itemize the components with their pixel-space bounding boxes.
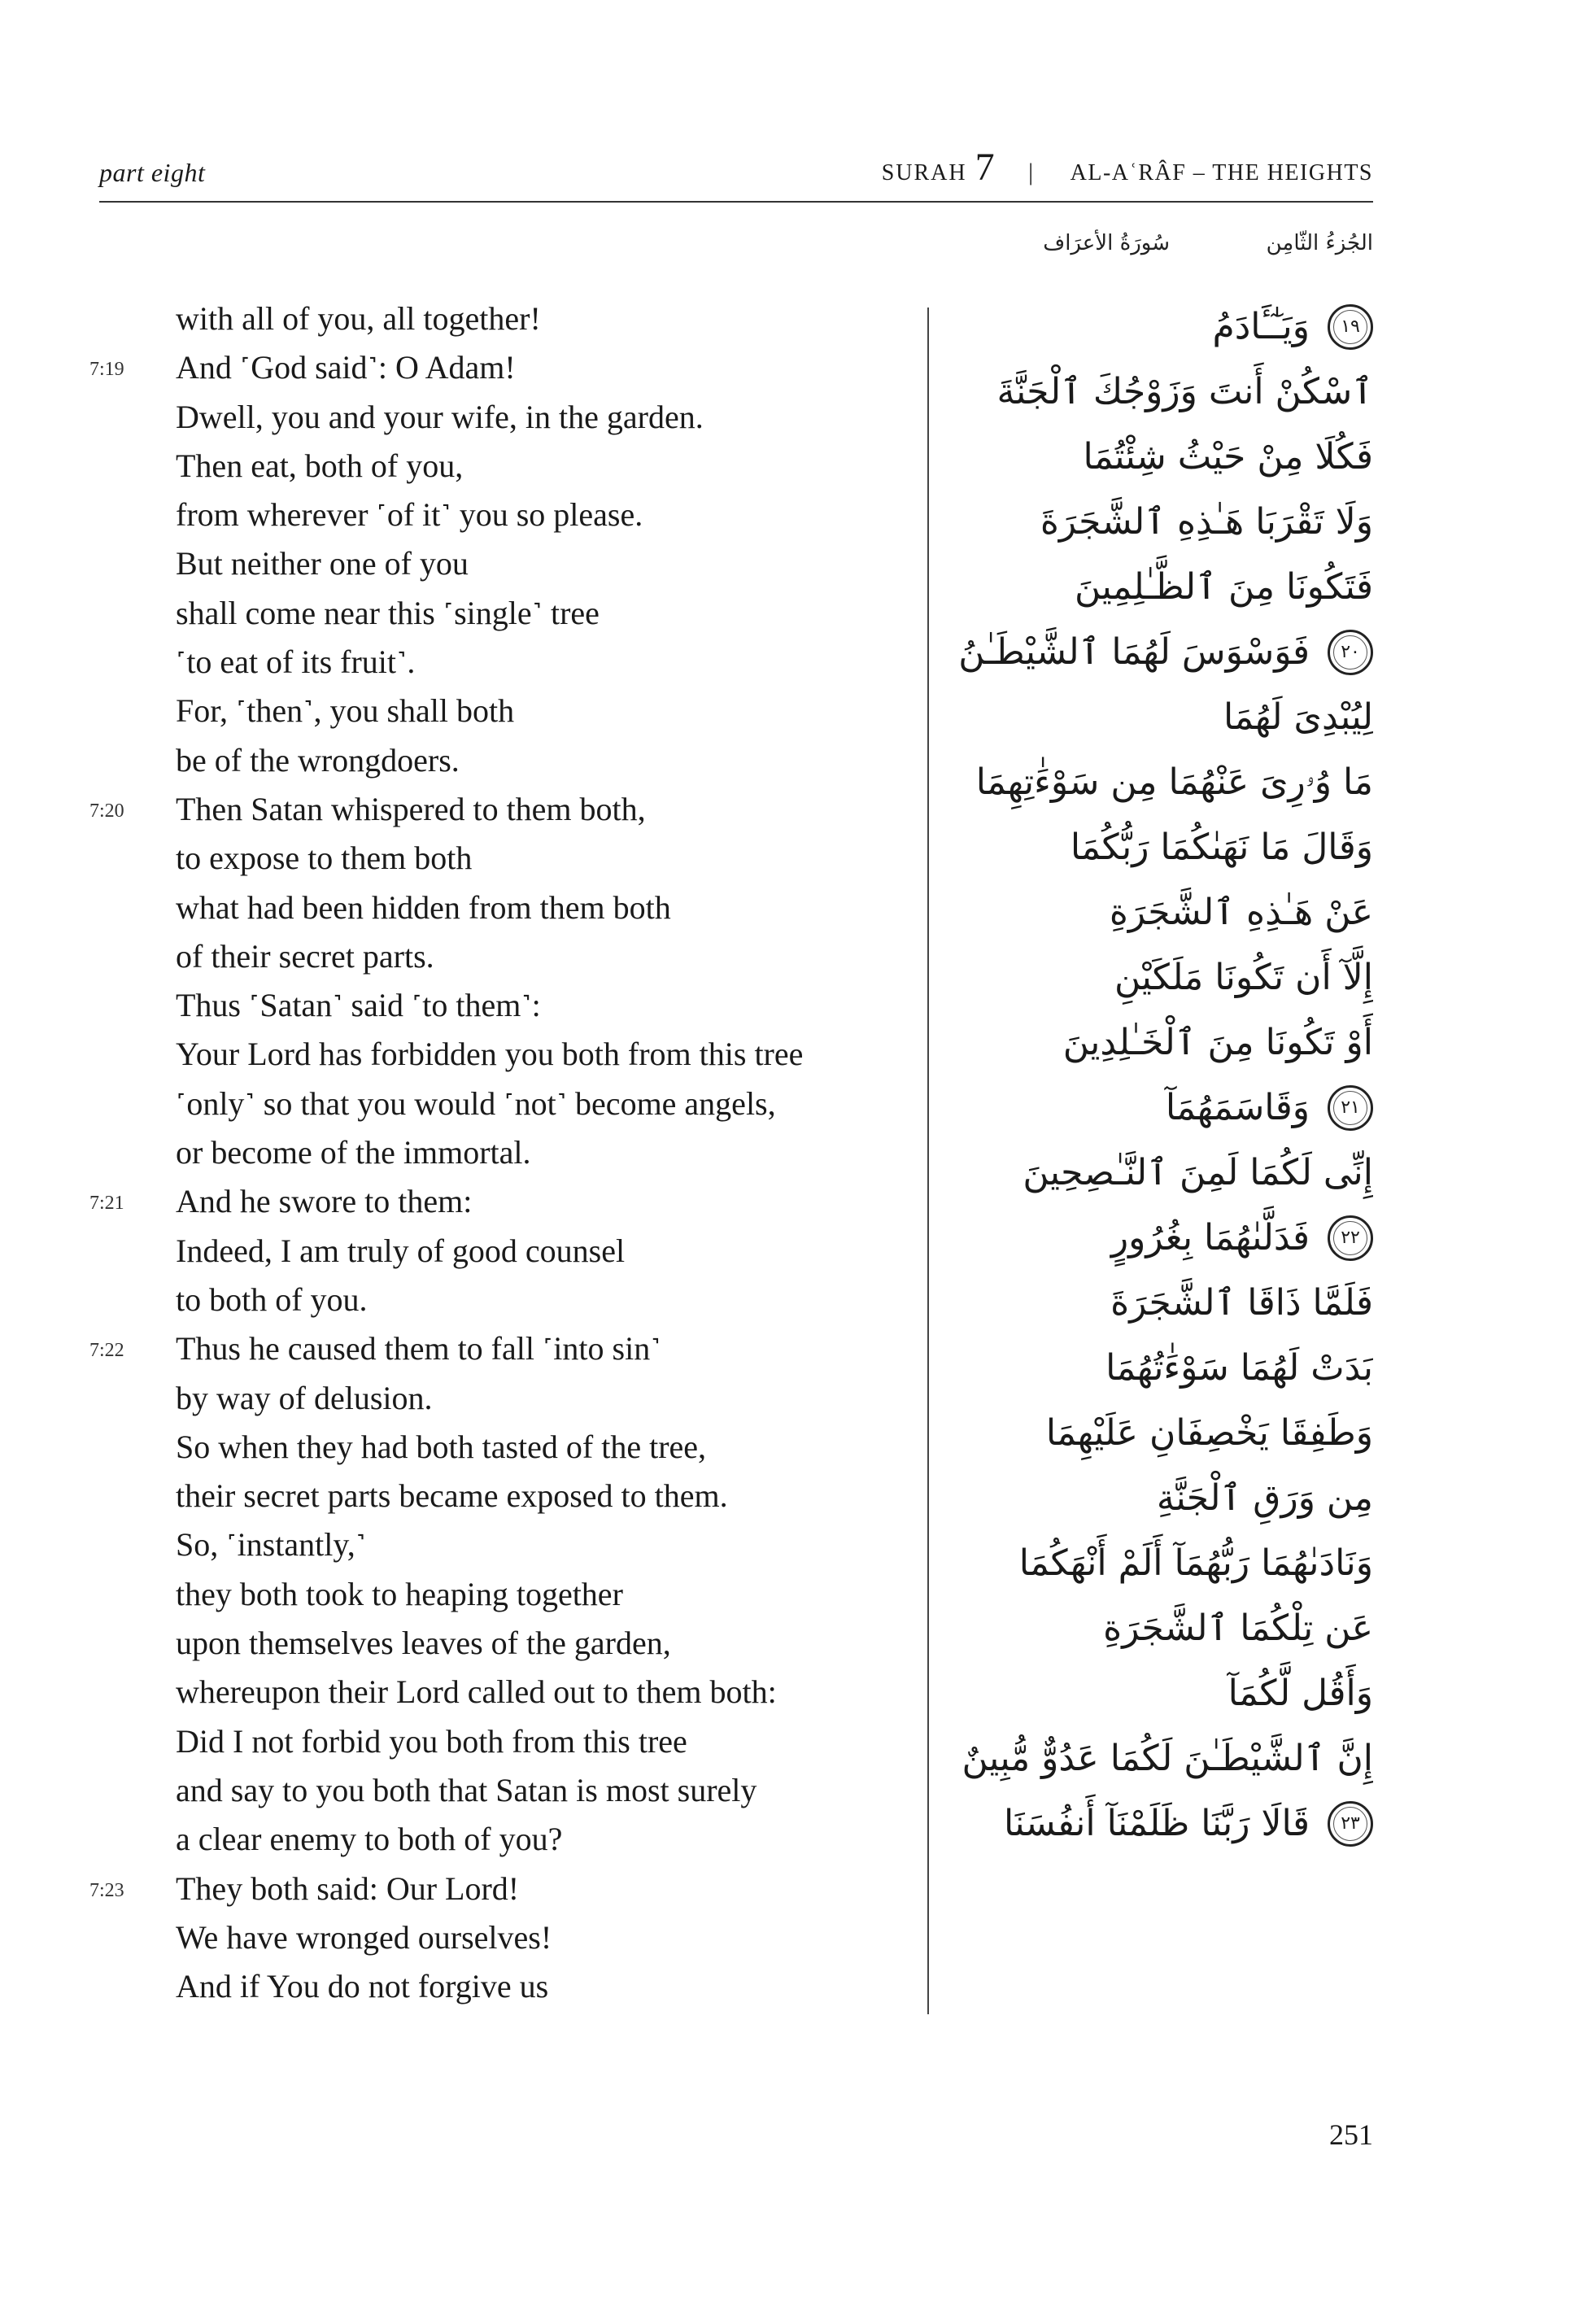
header-separator: | — [1028, 159, 1035, 185]
translation-line — [89, 1668, 903, 1717]
arabic-verse-text: قَالَا رَبَّنَا ظَلَمْنَآ أَنفُسَنَا — [1003, 1803, 1310, 1844]
arabic-line — [952, 1791, 1373, 1856]
arabic-line — [952, 1661, 1373, 1726]
translation-line — [89, 1472, 903, 1520]
translation-line — [89, 687, 903, 735]
arabic-line — [952, 1141, 1373, 1206]
translation-line — [89, 1177, 903, 1226]
translation-text: whereupon their Lord called out to them both: — [176, 1673, 777, 1711]
translation-text: Then eat, both of you, — [176, 447, 464, 484]
ayah-number-marker: ٢١ — [1328, 1085, 1373, 1131]
arabic-text-column — [952, 294, 1373, 1856]
translation-line — [89, 1276, 903, 1324]
translation-line — [89, 1865, 903, 1913]
header-rule — [99, 201, 1373, 203]
arabic-verse-text: وَلَا تَقْرَبَا هَـٰذِهِ ٱلشَّجَرَةَ — [1040, 501, 1373, 543]
translation-line — [89, 785, 903, 834]
translation-text: For, ˹then˺, you shall both — [176, 692, 515, 730]
translation-line — [89, 294, 903, 343]
arabic-line — [952, 1075, 1373, 1141]
arabic-verse-text: أَوْ تَكُونَا مِنَ ٱلْخَـٰلِدِينَ — [1062, 1022, 1373, 1063]
arabic-verse-text: إِنَّ ٱلشَّيْطَـٰنَ لَكُمَا عَدُوٌّ مُّبِينٌ — [962, 1738, 1373, 1779]
translation-text: to expose to them both — [176, 840, 473, 877]
translation-text: shall come near this ˹single˺ tree — [176, 594, 600, 631]
arabic-line — [952, 685, 1373, 750]
translation-text: their secret parts became exposed to them. — [176, 1477, 728, 1515]
arabic-verse-text: فَوَسْوَسَ لَهُمَا ٱلشَّيْطَـٰنُ — [958, 631, 1310, 673]
verse-number: 7:23 — [89, 1879, 124, 1901]
translation-text: So, ˹instantly,˺ — [176, 1526, 367, 1564]
translation-text: with all of you, all together! — [176, 300, 541, 337]
translation-line — [89, 1766, 903, 1815]
english-translation-column — [89, 294, 903, 2011]
surah-number: 7 — [975, 146, 996, 189]
translation-text: and say to you both that Satan is most surely — [176, 1771, 757, 1808]
translation-text: They both said: Our Lord! — [176, 1869, 520, 1907]
verse-number: 7:21 — [89, 1193, 124, 1215]
translation-text: But neither one of you — [176, 545, 469, 582]
arabic-verse-text: وَطَفِقَا يَخْصِفَانِ عَلَيْهِمَا — [1045, 1412, 1373, 1454]
arabic-verse-text: فَلَمَّا ذَاقَا ٱلشَّجَرَةَ — [1110, 1282, 1373, 1324]
translation-line — [89, 1324, 903, 1373]
translation-text: be of the wrongdoers. — [176, 741, 460, 779]
translation-line — [89, 1423, 903, 1472]
translation-line — [89, 1619, 903, 1668]
translation-text: to both of you. — [176, 1280, 368, 1318]
verse-number: 7:20 — [89, 800, 124, 822]
arabic-line — [952, 1531, 1373, 1596]
arabic-verse-text: وَنَادَىٰهُمَا رَبُّهُمَآ أَلَمْ أَنْهَكُمَا — [1018, 1542, 1373, 1584]
translation-line — [89, 1374, 903, 1423]
translation-line — [89, 638, 903, 687]
translation-line — [89, 393, 903, 442]
arabic-verse-text: بَدَتْ لَهُمَا سَوْءَٰتُهُمَا — [1105, 1347, 1373, 1389]
arabic-verse-text: إِلَّآ أَن تَكُونَا مَلَكَيْنِ — [1114, 957, 1373, 998]
arabic-verse-text: وَأَقُل لَّكُمَآ — [1228, 1673, 1373, 1714]
translation-text: ˹to eat of its fruit˺. — [176, 643, 416, 681]
arabic-line — [952, 490, 1373, 555]
arabic-line — [952, 1596, 1373, 1661]
translation-line — [89, 834, 903, 883]
page-number: 251 — [1329, 2118, 1373, 2151]
translation-text: ˹only˺ so that you would ˹not˺ become angels, — [176, 1084, 776, 1122]
arabic-verse-text: وَيَـٰٓـَٔادَمُ — [1212, 306, 1310, 347]
arabic-verse-text: عَن تِلْكُمَا ٱلشَّجَرَةِ — [1103, 1607, 1373, 1649]
arabic-line — [952, 1206, 1373, 1271]
arabic-line — [952, 425, 1373, 490]
arabic-line — [952, 360, 1373, 425]
arabic-verse-text: وَقَالَ مَا نَهَىٰكُمَا رَبُّكُمَا — [1070, 827, 1373, 868]
arabic-line — [952, 750, 1373, 815]
arabic-line — [952, 555, 1373, 620]
translation-line — [89, 883, 903, 932]
running-header — [99, 148, 1373, 197]
translation-text: from wherever ˹of it˺ you so please. — [176, 496, 643, 534]
arabic-verse-text: فَكُلَا مِنْ حَيْثُ شِئْتُمَا — [1083, 436, 1373, 478]
translation-line — [89, 1815, 903, 1864]
translation-text: Thus ˹Satan˺ said ˹to them˺: — [176, 987, 541, 1024]
arabic-line — [952, 294, 1373, 360]
translation-text: Dwell, you and your wife, in the garden. — [176, 398, 704, 435]
translation-text: they both took to heaping together — [176, 1575, 623, 1612]
arabic-line — [952, 1401, 1373, 1466]
arabic-verse-text: عَنْ هَـٰذِهِ ٱلشَّجَرَةِ — [1109, 892, 1373, 933]
arabic-line — [952, 620, 1373, 685]
translation-text: We have wronged ourselves! — [176, 1918, 552, 1956]
arabic-line — [952, 815, 1373, 880]
translation-text: by way of delusion. — [176, 1379, 433, 1416]
arabic-line — [952, 880, 1373, 945]
translation-line — [89, 589, 903, 638]
translation-text: what had been hidden from them both — [176, 888, 671, 926]
translation-text: Indeed, I am truly of good counsel — [176, 1232, 626, 1269]
ayah-number-marker: ٢٣ — [1328, 1801, 1373, 1847]
translation-text: upon themselves leaves of the garden, — [176, 1625, 671, 1662]
arabic-running-header — [952, 221, 1373, 270]
translation-line — [89, 1913, 903, 1962]
translation-text: Did I not forbid you both from this tree — [176, 1722, 687, 1760]
translation-text: Thus he caused them to fall ˹into sin˺ — [176, 1330, 661, 1368]
translation-text: or become of the immortal. — [176, 1134, 531, 1171]
arabic-verse-text: إِنِّى لَكُمَا لَمِنَ ٱلنَّـٰصِحِينَ — [1023, 1152, 1373, 1193]
arabic-line — [952, 1271, 1373, 1336]
translation-line — [89, 1962, 903, 2011]
arabic-line — [952, 1336, 1373, 1401]
translation-line — [89, 343, 903, 392]
ayah-number-marker: ١٩ — [1328, 304, 1373, 350]
translation-line — [89, 981, 903, 1030]
translation-text: Your Lord has forbidden you both from this tree — [176, 1036, 804, 1073]
arabic-verse-text: مِن وَرَقِ ٱلْجَنَّةِ — [1156, 1477, 1373, 1519]
arabic-verse-text: لِيُبْدِىَ لَهُمَا — [1223, 696, 1373, 738]
translation-line — [89, 491, 903, 539]
translation-line — [89, 442, 903, 491]
surah-name: AL-AʿRÂF – THE HEIGHTS — [1070, 160, 1373, 185]
translation-line — [89, 539, 903, 588]
translation-text: a clear enemy to both of you? — [176, 1821, 563, 1858]
surah-title — [882, 148, 1373, 197]
translation-line — [89, 1520, 903, 1569]
verse-number: 7:22 — [89, 1340, 124, 1362]
translation-line — [89, 1227, 903, 1276]
translation-line — [89, 1030, 903, 1079]
translation-text: Then Satan whispered to them both, — [176, 790, 646, 827]
translation-text: And he swore to them: — [176, 1183, 473, 1220]
translation-text: of their secret parts. — [176, 937, 434, 975]
translation-line — [89, 932, 903, 981]
translation-line — [89, 1080, 903, 1128]
translation-text: So when they had both tasted of the tree, — [176, 1428, 707, 1465]
arabic-line — [952, 1010, 1373, 1075]
surah-word: SURAH — [881, 160, 967, 185]
ayah-number-marker: ٢٢ — [1328, 1215, 1373, 1261]
translation-line — [89, 1570, 903, 1619]
arabic-surah-label: سُورَةُ الأعرَاف — [1043, 231, 1170, 255]
arabic-verse-text: فَتَكُونَا مِنَ ٱلظَّـٰلِمِينَ — [1075, 566, 1373, 608]
translation-text: And if You do not forgive us — [176, 1968, 549, 2005]
arabic-verse-text: ٱسْكُنْ أَنتَ وَزَوْجُكَ ٱلْجَنَّةَ — [996, 371, 1373, 412]
ayah-number-marker: ٢٠ — [1328, 630, 1373, 675]
arabic-verse-text: مَا وُۥرِىَ عَنْهُمَا مِن سَوْءَٰتِهِمَا — [975, 761, 1373, 803]
translation-line — [89, 1128, 903, 1177]
arabic-verse-text: وَقَاسَمَهُمَآ — [1165, 1087, 1310, 1128]
arabic-line — [952, 1466, 1373, 1531]
translation-text: And ˹God said˺: O Adam! — [176, 349, 516, 386]
arabic-line — [952, 1726, 1373, 1791]
column-divider — [927, 308, 929, 2014]
verse-number: 7:19 — [89, 359, 124, 381]
arabic-line — [952, 945, 1373, 1010]
translation-line — [89, 1717, 903, 1766]
translation-line — [89, 736, 903, 785]
part-label: part eight — [99, 158, 206, 187]
arabic-part-label: الجُزءُ الثّامِن — [1266, 231, 1373, 255]
arabic-verse-text: فَدَلَّىٰهُمَا بِغُرُورٍ — [1110, 1217, 1310, 1259]
